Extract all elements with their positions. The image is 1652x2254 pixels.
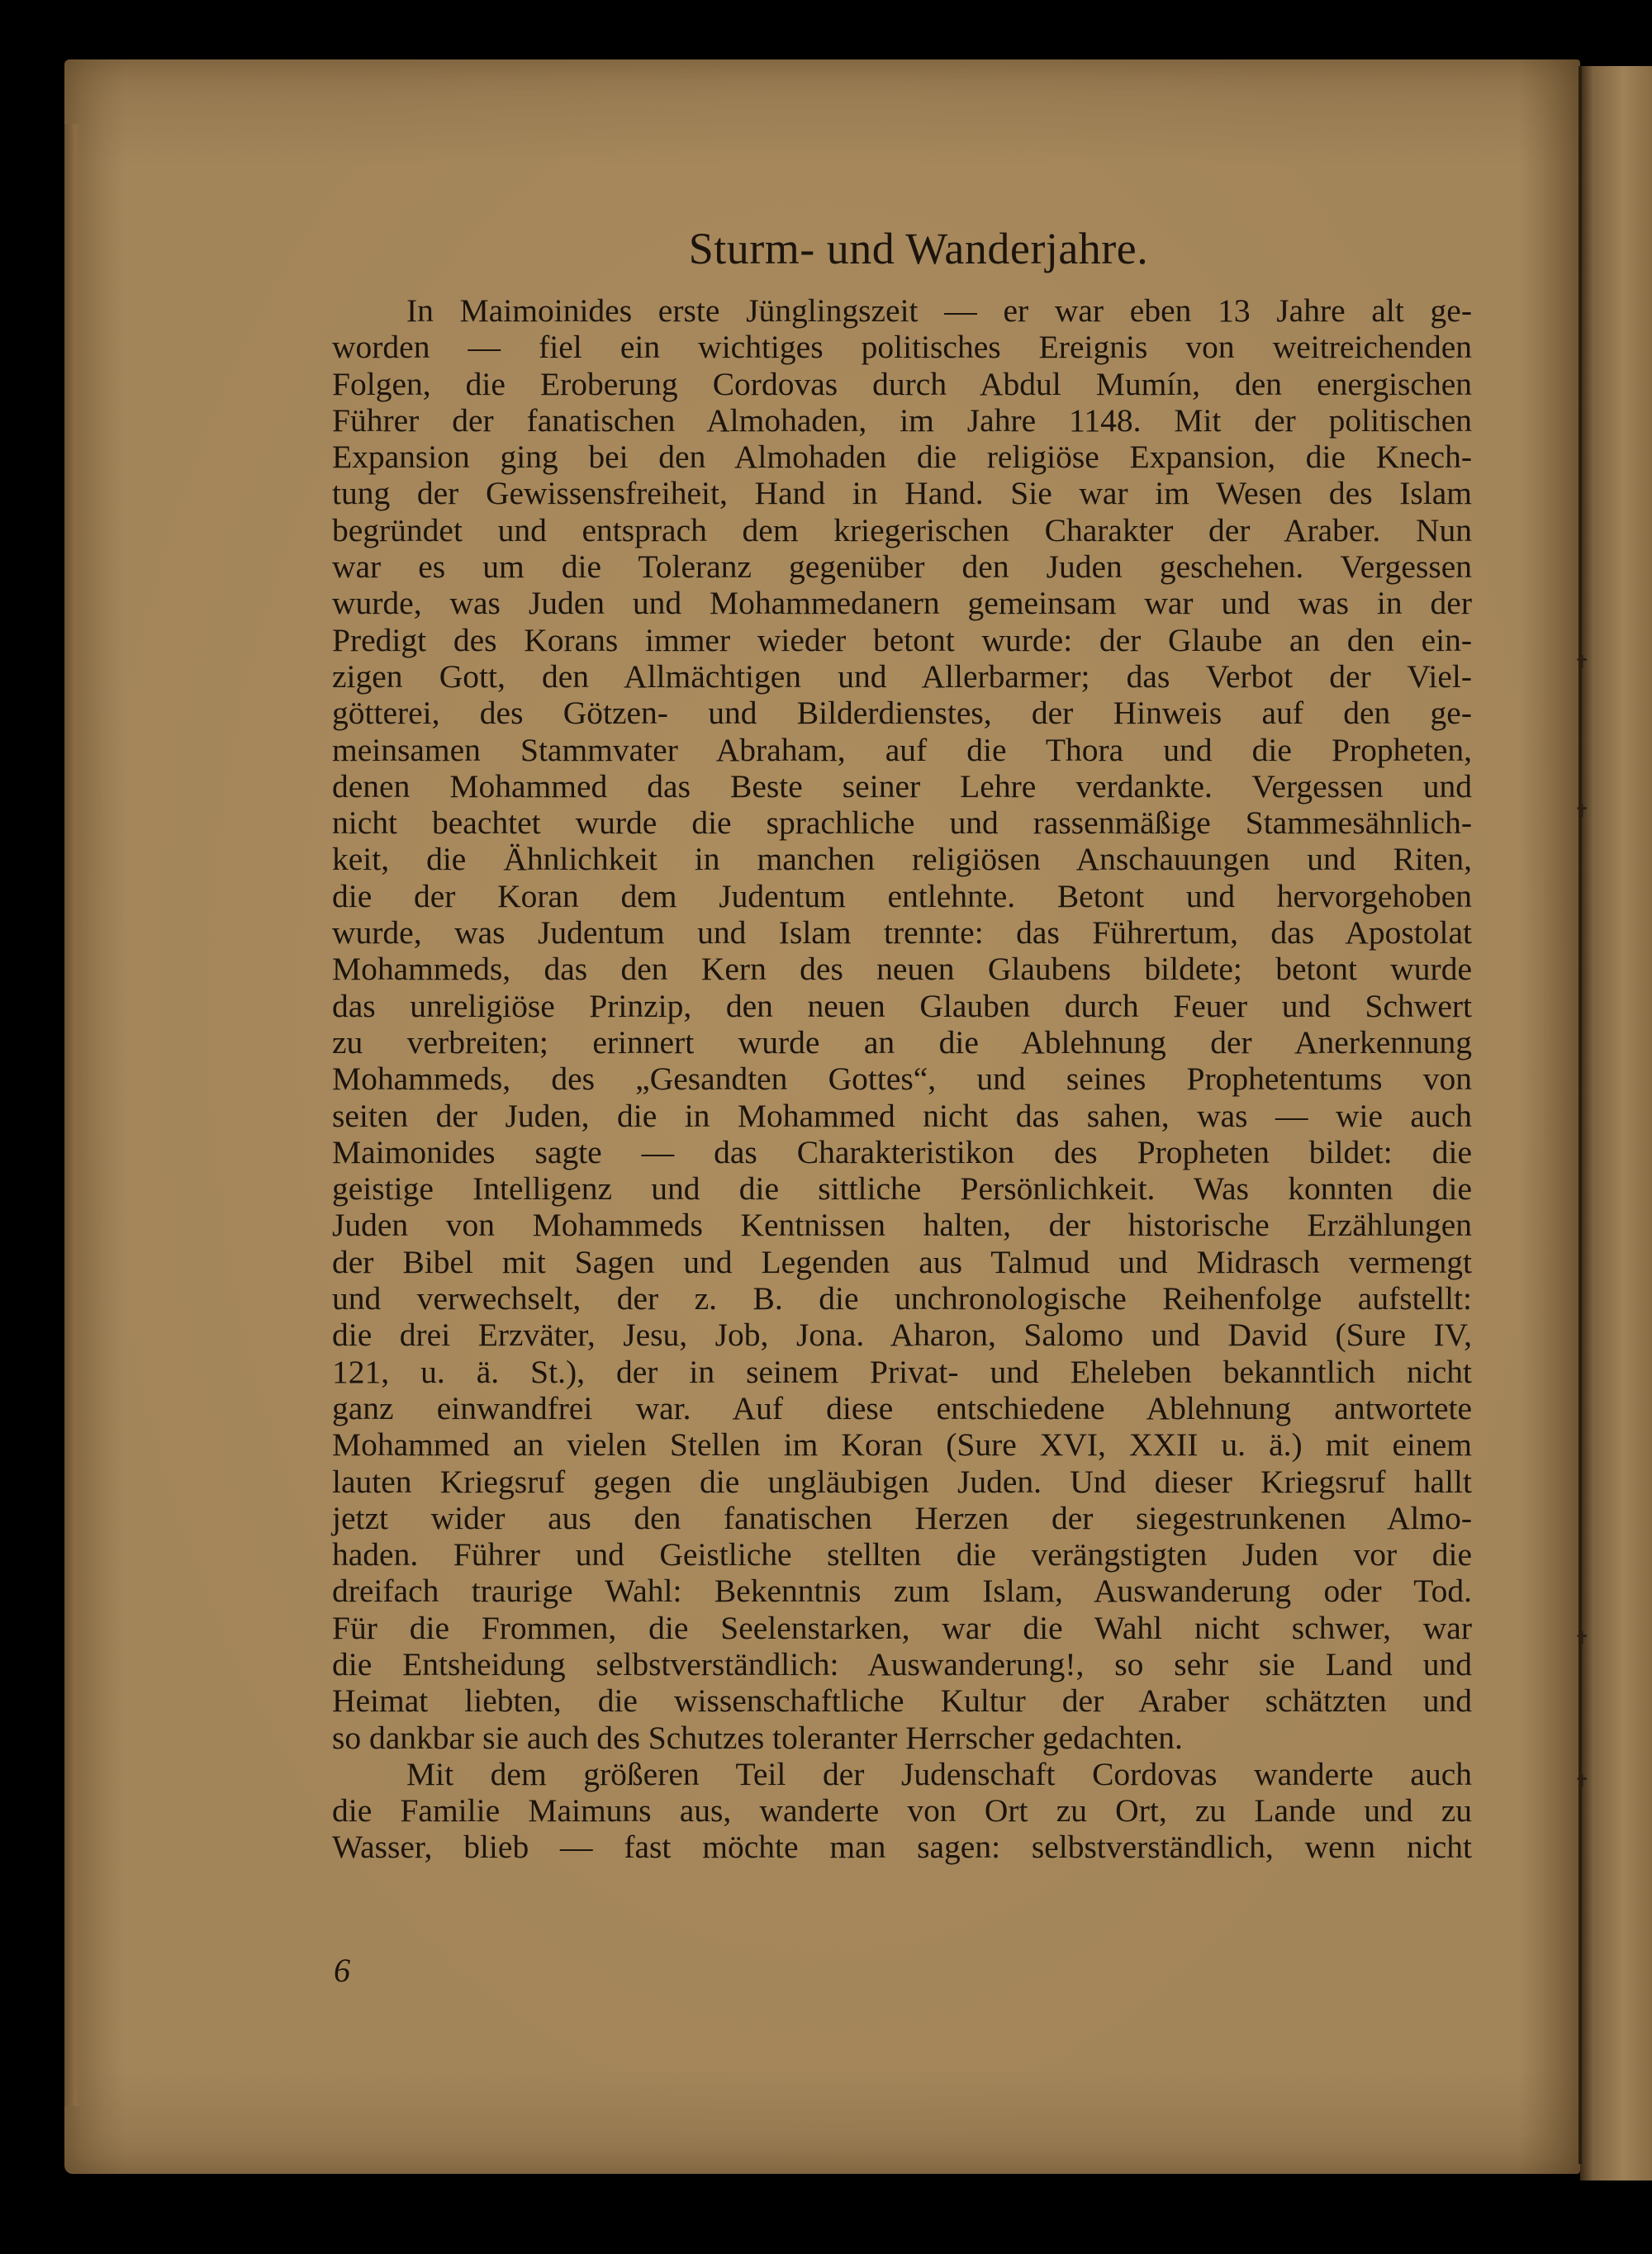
text-line: dreifach traurige Wahl: Bekenntnis zum Islam, Auswanderung oder Tod. [332,1573,1472,1610]
text-line: zu verbreiten; erinnert wurde an die Ablehnung der Anerkennung [332,1023,1472,1061]
text-line: Heimat liebten, die wissenschaftliche Kultur der Araber schätzten und [332,1682,1472,1720]
text-line: götterei, des Götzen- und Bilderdienstes, der Hinweis auf den ge- [332,695,1472,732]
text-line: Führer der fanatischen Almohaden, im Jahre 1148. Mit der politischen [332,401,1472,439]
adjacent-page-edge [1580,66,1652,2180]
text-line: Expansion ging bei den Almohaden die religiöse Expansion, die Knech- [332,439,1472,476]
text-line: die der Koran dem Judentum entlehnte. Betont und hervorgehoben [332,877,1472,914]
text-line: seiten der Juden, die in Mohammed nicht das sahen, was — wie auch [332,1097,1472,1134]
page-left-edge-shadow [64,124,83,2106]
text-line: und verwechselt, der z. B. die unchronologische Reihenfolge aufstellt: [332,1280,1472,1317]
text-line: die Familie Maimuns aus, wanderte von Ort zu Ort, zu Lande und zu [332,1792,1472,1829]
gutter-tick-mark: ✝ [1574,801,1590,822]
text-line: jetzt wider aus den fanatischen Herzen der siegestrunkenen Almo- [332,1499,1472,1536]
text-line: ganz einwandfrei war. Auf diese entschiedene Ablehnung antwortete [332,1389,1472,1426]
book-gutter [1578,66,1582,2164]
paragraph [332,292,1472,1756]
text-line: tung der Gewissensfreiheit, Hand in Hand. Sie war im Wesen des Islam [332,475,1472,512]
text-line: geistige Intelligenz und die sittliche Persönlichkeit. Was konnten die [332,1170,1472,1208]
text-line: meinsamen Stammvater Abraham, auf die Thora und die Propheten, [332,731,1472,768]
text-line: so dankbar sie auch des Schutzes toleranter Herrscher gedachten. [332,1719,1183,1756]
text-line: die Entsheidung selbstverständlich: Auswanderung!, so sehr sie Land und [332,1645,1472,1682]
text-line: die drei Erzväter, Jesu, Job, Jona. Aharon, Salomo und David (Sure IV, [332,1317,1472,1354]
gutter-tick-mark: ✝ [1574,1772,1590,1792]
text-line: nicht beachtet wurde die sprachliche und rassenmäßige Stammesähnlich- [332,804,1472,842]
text-line: der Bibel mit Sagen und Legenden aus Talmud und Midrasch vermengt [332,1243,1472,1280]
text-line: das unreligiöse Prinzip, den neuen Glauben durch Feuer und Schwert [332,987,1472,1024]
text-line: Maimonides sagte — das Charakteristikon des Propheten bildet: die [332,1133,1472,1170]
text-line: keit, die Ähnlichkeit in manchen religiösen Anschauungen und Riten, [332,841,1472,878]
text-line: Für die Frommen, die Seelenstarken, war die Wahl nicht schwer, war [332,1609,1472,1646]
gutter-tick-mark: ✝ [1574,1629,1590,1649]
text-line: denen Mohammed das Beste seiner Lehre verdankte. Vergessen und [332,767,1472,804]
text-line: 121, u. ä. St.), der in seinem Privat- und Eheleben bekanntlich nicht [332,1353,1472,1390]
text-line: worden — fiel ein wichtiges politisches Ereignis von weitreichenden [332,329,1472,366]
page-content [332,223,1472,1866]
text-line: In Maimoinides erste Jünglingszeit — er war eben 13 Jahre alt ge- [406,292,1472,329]
text-line: begründet und entsprach dem kriegerischen Charakter der Araber. Nun [332,511,1472,548]
text-line: Mit dem größeren Teil der Judenschaft Cordovas wanderte auch [406,1755,1472,1792]
page-number: 6 [334,1952,350,1989]
gutter-tick-mark: ✝ [1574,652,1590,673]
text-line: lauten Kriegsruf gegen die ungläubigen Juden. Und dieser Kriegsruf hallt [332,1463,1472,1500]
text-line: Mohammeds, das den Kern des neuen Glaubens bildete; betont wurde [332,951,1472,988]
text-line: war es um die Toleranz gegenüber den Juden geschehen. Vergessen [332,548,1472,586]
body-text [332,292,1472,1866]
text-line: Predigt des Korans immer wieder betont wurde: der Glaube an den ein- [332,621,1472,658]
chapter-title: Sturm- und Wanderjahre. [688,224,1149,273]
text-line: haden. Führer und Geistliche stellten die verängstigten Juden vor die [332,1536,1472,1573]
text-line: Wasser, blieb — fast möchte man sagen: selbstverständlich, wenn nicht [332,1829,1472,1866]
text-line: wurde, was Judentum und Islam trennte: das Führertum, das Apostolat [332,914,1472,951]
text-line: zigen Gott, den Allmächtigen und Allerbarmer; das Verbot der Viel- [332,657,1472,695]
text-line: Mohammeds, des „Gesandten Gottes“, und seines Prophetentums von [332,1061,1472,1098]
text-line: Mohammed an vielen Stellen im Koran (Sure XVI, XXII u. ä.) mit einem [332,1426,1472,1464]
text-line: wurde, was Juden und Mohammedanern gemeinsam war und was in der [332,585,1472,622]
paragraph [332,1756,1472,1866]
text-line: Folgen, die Eroberung Cordovas durch Abdul Mumín, den energischen [332,365,1472,402]
text-line: Juden von Mohammeds Kentnissen halten, der historische Erzählungen [332,1207,1472,1244]
